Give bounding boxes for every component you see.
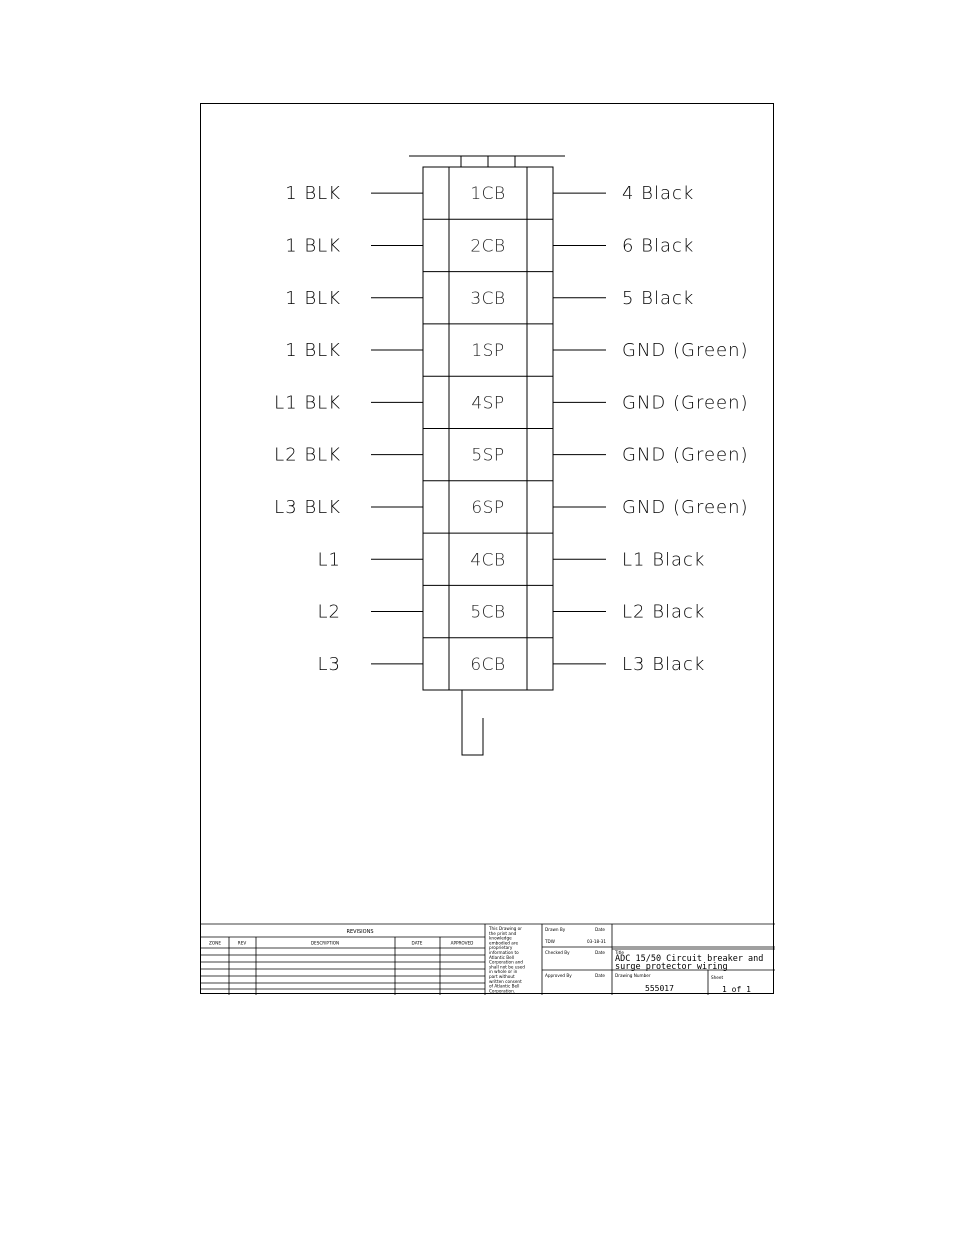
terminal-id: 5SP xyxy=(471,445,505,466)
revisions-column-header: ZONE xyxy=(209,940,221,946)
terminal-id: 6CB xyxy=(470,654,506,675)
right-wire-label: GND (Green) xyxy=(622,496,749,518)
approved-date-label: Date xyxy=(595,973,606,978)
left-wire-label: 1 BLK xyxy=(285,287,341,309)
drawn-by-value: TDW xyxy=(545,939,555,944)
terminal-row xyxy=(285,324,748,361)
proprietary-note-line: Corporation. xyxy=(489,988,516,994)
terminal-row xyxy=(318,638,706,675)
proprietary-note-line: part without xyxy=(489,974,515,979)
left-wire-label: L3 xyxy=(317,653,341,675)
proprietary-note-line: Atlantic Bell xyxy=(489,954,515,960)
revisions-column-header: APPROVED xyxy=(450,940,474,946)
terminal-row xyxy=(285,183,694,204)
proprietary-note-line: the print and xyxy=(489,930,517,936)
checked-date-label: Date xyxy=(595,950,606,955)
proprietary-note-line: Corporation and xyxy=(489,959,523,965)
proprietary-note-line: This Drawing or xyxy=(489,926,522,931)
terminal-row xyxy=(318,585,706,622)
proprietary-note-line: of Atlantic Bell xyxy=(489,983,520,989)
drawing-title-line-1: ADC 15/50 Circuit breaker and xyxy=(615,954,764,964)
revisions-column-header: DATE xyxy=(411,940,423,946)
terminal-id: 5CB xyxy=(470,602,506,623)
proprietary-note-line: shall not be used xyxy=(489,964,525,970)
drawing-number-label: Drawing Number xyxy=(615,973,651,978)
proprietary-note-line: in whole or in xyxy=(489,969,518,975)
terminal-row xyxy=(285,219,694,256)
revisions-column-header: DESCRIPTION xyxy=(310,940,340,946)
revisions-column-header: REV xyxy=(237,940,247,946)
right-wire-label: 6 Black xyxy=(622,235,695,257)
drawn-date-value: 03-18-31 xyxy=(587,939,607,944)
left-wire-label: L2 xyxy=(317,601,341,623)
proprietary-note-line: knowledge xyxy=(489,935,512,941)
proprietary-note-line: written consent xyxy=(489,978,522,984)
left-wire-label: L3 BLK xyxy=(274,496,341,518)
drawn-by-label: Drawn By xyxy=(545,927,566,932)
left-wire-label: L1 xyxy=(317,549,341,571)
revisions-title: REVISIONS xyxy=(346,929,374,935)
left-wire-label: 1 BLK xyxy=(285,340,341,362)
terminal-id: 2CB xyxy=(470,236,506,257)
terminal-row xyxy=(318,533,706,570)
checked-by-label: Checked By xyxy=(545,950,570,955)
right-wire-label: L1 Black xyxy=(622,549,706,571)
right-wire-label: 5 Black xyxy=(622,287,695,309)
terminal-row xyxy=(274,429,748,466)
terminal-id: 1SP xyxy=(471,341,505,362)
terminal-id: 4CB xyxy=(470,550,506,571)
top-bracket xyxy=(409,156,565,167)
right-wire-label: GND (Green) xyxy=(622,340,749,362)
right-wire-label: L2 Black xyxy=(622,601,706,623)
right-wire-label: L3 Black xyxy=(622,653,706,675)
right-wire-label: 4 Black xyxy=(622,183,695,205)
terminal-id: 4SP xyxy=(471,393,505,414)
terminal-id: 6SP xyxy=(471,497,505,518)
terminal-id: 1CB xyxy=(470,184,506,205)
proprietary-note-line: proprietary xyxy=(489,945,513,951)
drawing-sheet xyxy=(200,103,774,994)
bottom-fork xyxy=(462,690,483,755)
sheet-label: Sheet xyxy=(711,975,724,980)
terminal-row xyxy=(274,481,748,518)
right-wire-label: GND (Green) xyxy=(622,392,749,414)
sheet-value: 1 of 1 xyxy=(722,985,751,994)
drawing-title-line-2: surge protector wiring xyxy=(615,962,728,972)
proprietary-note-line: embodied are xyxy=(489,940,519,946)
wiring-diagram xyxy=(201,104,775,995)
drawing-number: 555017 xyxy=(645,984,674,993)
left-wire-label: L2 BLK xyxy=(274,444,341,466)
approved-by-label: Approved By xyxy=(545,973,572,978)
right-wire-label: GND (Green) xyxy=(622,444,749,466)
terminal-row xyxy=(285,272,694,309)
terminal-row xyxy=(274,376,748,413)
left-wire-label: L1 BLK xyxy=(274,392,341,414)
title-label: Title xyxy=(615,950,624,955)
proprietary-note-line: information to xyxy=(489,950,519,955)
terminal-id: 3CB xyxy=(470,288,506,309)
left-wire-label: 1 BLK xyxy=(285,183,341,205)
drawn-date-label: Date xyxy=(595,927,606,932)
left-wire-label: 1 BLK xyxy=(285,235,341,257)
